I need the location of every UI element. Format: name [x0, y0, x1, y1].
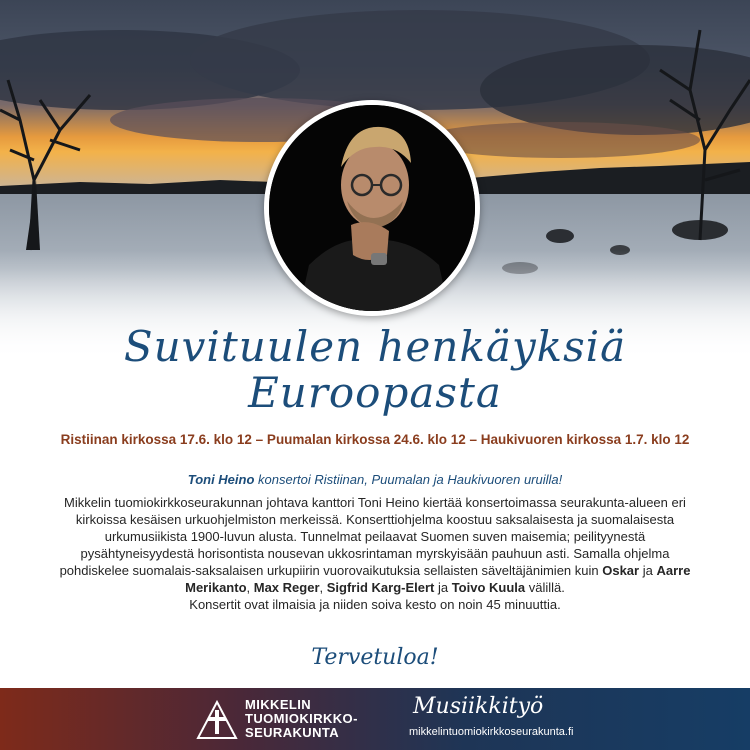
portrait-photo	[264, 100, 480, 316]
organization-name	[245, 698, 358, 740]
portrait-illustration	[269, 105, 475, 311]
event-title-line-2: Euroopasta	[248, 368, 502, 417]
church-logo-icon	[196, 700, 238, 740]
lead-rest: konsertoi Ristiinan, Puumalan ja Haukivuoren uruilla!	[254, 472, 563, 487]
lead-sentence	[0, 472, 750, 487]
footer-banner	[0, 688, 750, 750]
concert-dates: Ristiinan kirkossa 17.6. klo 12 – Puumalan kirkossa 24.6. klo 12 – Haukivuoren kirkossa 1.7. klo 12	[60, 432, 690, 447]
duration-text: Konsertit ovat ilmaisia ja niiden soiva kesto on noin 45 minuuttia.	[189, 597, 561, 612]
org-name-line-1: MIKKELIN	[245, 697, 312, 712]
event-title-line-1: Suvituulen henkäyksiä	[123, 322, 627, 371]
description-paragraph	[58, 494, 692, 613]
composer-oskar: Oskar	[602, 563, 640, 578]
description-text: Mikkelin tuomiokirkkoseurakunnan johtava kanttori Toni Heino kiertää konsertoimassa seurakunta-alueen eri kirkoissa kesäisen urkuohjelmiston merkeissä. Konserttiohjelma koostuu saksalaisesta ja suomalaisesta urkumusiikista 1900-luvun alusta. Tunnelmat peilaavat Suomen suven maisemia; peilityynestä pysähtyneisyydestä horisontista nousevan ukkosrintaman myrskyisään pauhuun asti. Samalla ohjelma pohdiskelee suomalais-saksalaisen urkupiirin vuorovaikutuksia sellaisten säveltäjänimien kuin	[59, 495, 686, 578]
website-link[interactable]: mikkelintuomiokirkkoseurakunta.fi	[409, 726, 574, 738]
performer-name: Toni Heino	[187, 472, 255, 487]
connector-text: ja	[639, 563, 657, 578]
composer-max-reger: Max Reger	[253, 580, 320, 595]
connector-text: välillä.	[525, 580, 565, 595]
welcome-text: Tervetuloa!	[311, 645, 439, 670]
connector-text: ,	[319, 580, 327, 595]
connector-text: ,	[246, 580, 254, 595]
org-name-line-2: TUOMIOKIRKKO-	[245, 711, 358, 726]
org-name-line-3: SEURAKUNTA	[245, 725, 340, 740]
connector-text: ja	[434, 580, 452, 595]
composer-aarre-merikanto: Aarre Merikanto	[185, 563, 691, 595]
composer-sigfrid-karg-elert: Sigfrid Karg-Elert	[326, 580, 435, 595]
department-name: Musiikkityö	[413, 694, 544, 719]
composer-toivo-kuula: Toivo Kuula	[451, 580, 526, 595]
